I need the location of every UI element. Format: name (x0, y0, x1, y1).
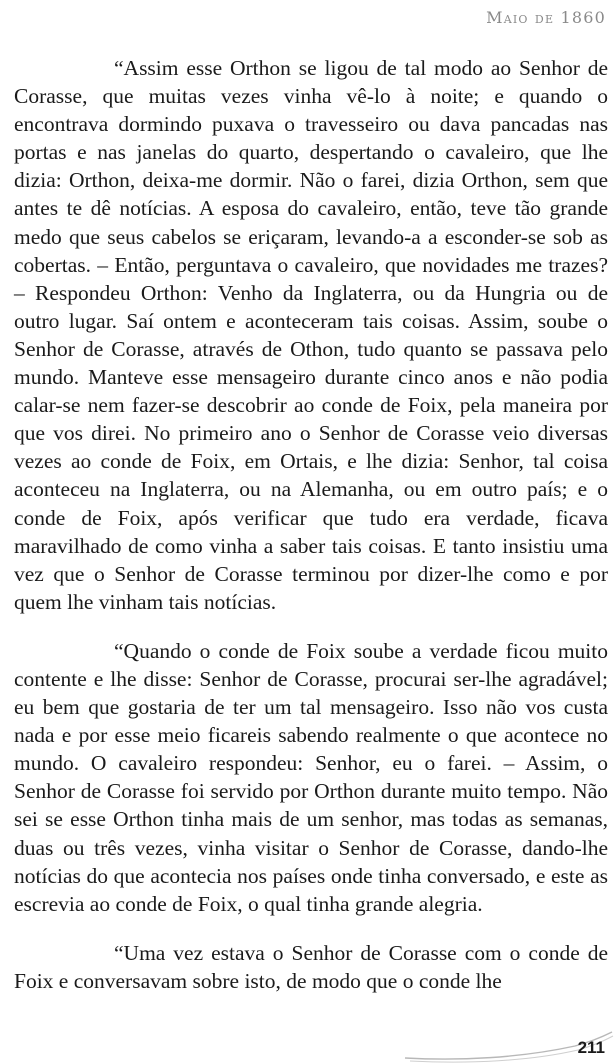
page-number: 211 (577, 1038, 605, 1057)
running-header: Maio de 1860 (486, 8, 606, 27)
paragraph: “Uma vez estava o Senhor de Corasse com o conde de Foix e conversavam sobre isto, de modo que o conde lhe (14, 940, 608, 993)
paragraph: “Assim esse Orthon se ligou de tal modo ao Senhor de Corasse, que muitas vezes vinha vê-lo à noite; e quando o encontrava dormindo puxava o travesseiro ou dava pancadas nas portas e nas janelas do quarto, despertando o cavaleiro, que lhe dizia: Orthon, deixa-me dormir. Não o farei, dizia Orthon, sem que antes te dê notícias. A esposa do cavaleiro, então, teve tão grande medo que seus cabelos se eriçaram, levando-a a esconder-se sob as cobertas. – Então, perguntava o cavaleiro, que novidades me trazes? – Respondeu Orthon: Venho da Inglaterra, ou da Hungria ou de outro lugar. Saí ontem e aconteceram tais coisas. Assim, soube o Senhor de Corasse, através de Othon, tudo quanto se passava pelo mundo. Manteve esse mensageiro durante cinco anos e não podia calar-se nem fazer-se descobrir ao conde de Foix, pela maneira por que vos direi. No primeiro ano o Senhor de Corasse veio diversas vezes ao conde de Foix, em Ortais, e lhe dizia: Senhor, tal coisa aconteceu na Inglaterra, ou na Alemanha, ou em outro país; e o conde de Foix, após verificar que tudo era verdade, ficava maravilhado de como vinha a saber tais coisas. E tanto insistiu uma vez que o Senhor de Corasse terminou por dizer-lhe como e por quem lhe vinham tais notícias. (14, 56, 608, 614)
body-text (14, 54, 608, 995)
paragraph: “Quando o conde de Foix soube a verdade ficou muito contente e lhe disse: Senhor de Corasse, procurai ser-lhe agradável; eu bem que gostaria de ter um tal mensageiro. Isso não vos custa nada e por esse meio ficareis sabendo realmente o que acontece no mundo. O cavaleiro respondeu: Senhor, eu o farei. – Assim, o Senhor de Corasse foi servido por Orthon durante muito tempo. Não sei se esse Orthon tinha mais de um senhor, mas todas as semanas, duas ou três vezes, vinha visitar o Senhor de Corasse, dando-lhe notícias do que acontecia nos países onde tinha conversado, e este as escrevia ao conde de Foix, o qual tinha grande alegria. (14, 638, 608, 916)
